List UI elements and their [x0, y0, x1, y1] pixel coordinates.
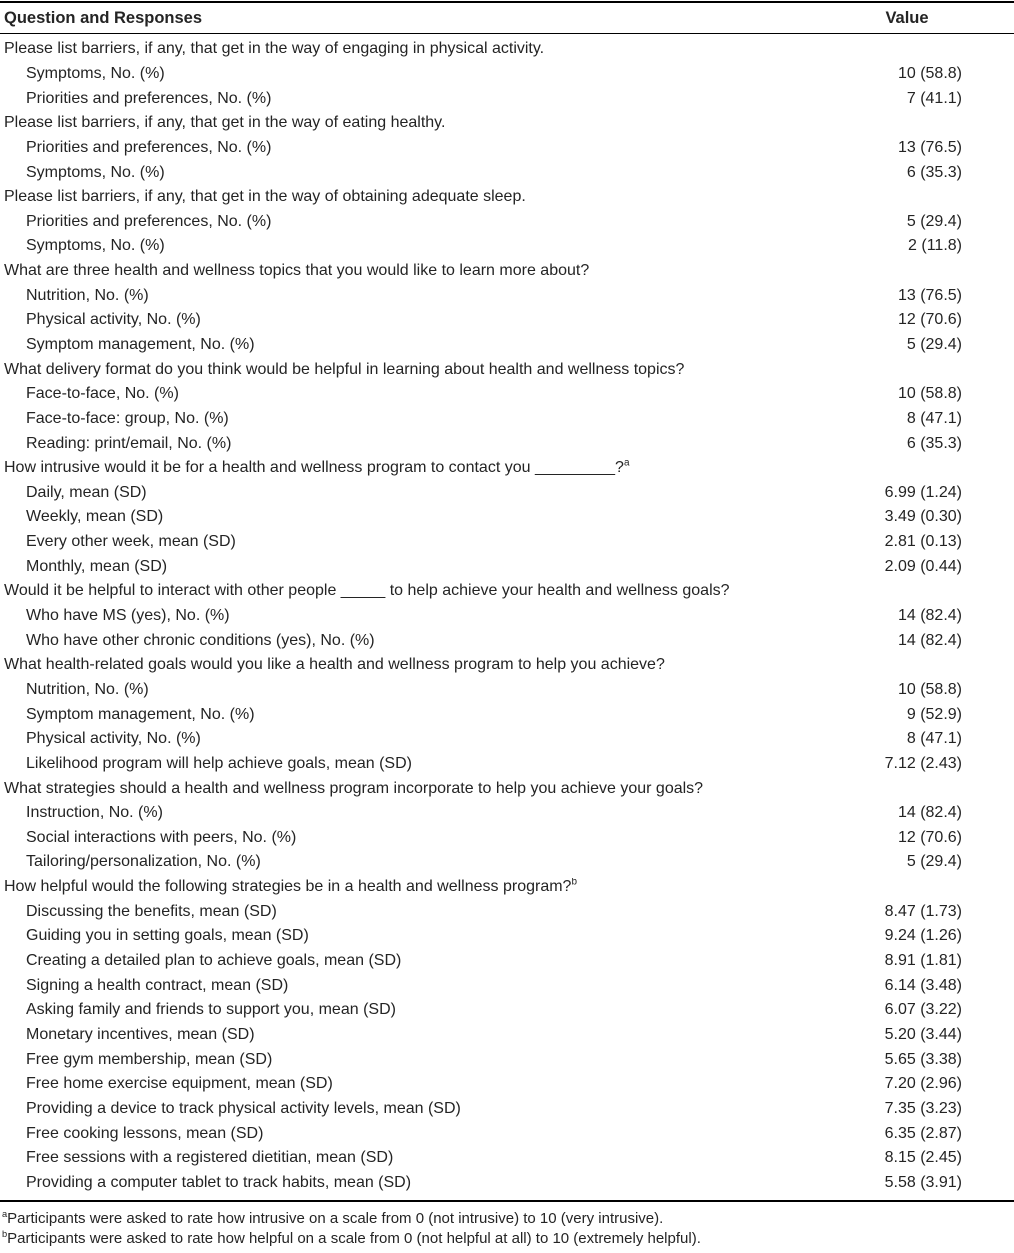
value-cell: 2.81 (0.13) [884, 533, 962, 551]
value-cell: 13 (76.5) [897, 138, 962, 156]
response-row [0, 1097, 1014, 1122]
response-label: Face-to-face, No. (%) [26, 385, 179, 403]
response-label: Nutrition, No. (%) [26, 286, 149, 304]
value-cell: 9 (52.9) [906, 705, 962, 723]
response-label: Monetary incentives, mean (SD) [26, 1025, 255, 1043]
response-label: Providing a computer tablet to track habits, mean (SD) [26, 1173, 412, 1191]
value-cell: 6.35 (2.87) [884, 1124, 962, 1142]
value-cell: 8.91 (1.81) [884, 952, 962, 970]
question-text: How helpful would the following strategies be in a health and wellness program?$^b$ [4, 878, 577, 896]
footnote-b-marker: b [2, 1229, 8, 1240]
question-row [0, 357, 1014, 382]
footnote-reference-marker: b [571, 878, 577, 888]
response-label: Signing a health contract, mean (SD) [26, 976, 289, 994]
value-cell: 10 (58.8) [897, 385, 962, 403]
response-row [0, 554, 1014, 579]
question-row [0, 579, 1014, 604]
response-row [0, 136, 1014, 161]
footnote-b [2, 1229, 1014, 1249]
response-label: Every other week, mean (SD) [26, 533, 236, 551]
response-row [0, 86, 1014, 111]
response-row [0, 850, 1014, 875]
response-row [0, 1047, 1014, 1072]
response-label: Asking family and friends to support you, mean (SD) [26, 1001, 396, 1019]
response-row [0, 333, 1014, 358]
response-label: Who have MS (yes), No. (%) [26, 607, 230, 625]
response-label: Free sessions with a registered dietitian, mean (SD) [26, 1149, 394, 1167]
response-label: Free gym membership, mean (SD) [26, 1050, 273, 1068]
value-cell: 2 (11.8) [908, 237, 962, 255]
response-label: Nutrition, No. (%) [26, 680, 149, 698]
question-row [0, 185, 1014, 210]
question-text: Please list barriers, if any, that get in the way of engaging in physical activity. [4, 40, 545, 58]
value-cell: 13 (76.5) [897, 286, 962, 304]
response-label: Priorities and preferences, No. (%) [26, 212, 272, 230]
question-text: What are three health and wellness topics that you would like to learn more about? [4, 262, 590, 280]
question-row [0, 456, 1014, 481]
question-text: Please list barriers, if any, that get in the way of obtaining adequate sleep. [4, 188, 526, 206]
response-label: Guiding you in setting goals, mean (SD) [26, 927, 309, 945]
value-cell: 5 (29.4) [906, 336, 962, 353]
response-label: Discussing the benefits, mean (SD) [26, 902, 277, 920]
response-label: Symptoms, No. (%) [26, 163, 165, 181]
header-question-column: Question and Responses [4, 8, 203, 27]
value-cell: 5.58 (3.91) [884, 1173, 962, 1191]
response-label: Creating a detailed plan to achieve goals, mean (SD) [26, 952, 402, 970]
response-label: Instruction, No. (%) [26, 804, 163, 822]
response-label: Physical activity, No. (%) [26, 730, 201, 748]
response-label: Symptoms, No. (%) [26, 237, 165, 255]
value-cell: 5 (29.4) [906, 853, 962, 871]
footnote-a-text: Participants were asked to rate how intrusive on a scale from 0 (not intrusive) to 10 (very intrusive). [7, 1210, 664, 1228]
value-cell: 6 (35.3) [906, 163, 962, 181]
value-cell: 12 (70.6) [897, 828, 962, 846]
response-label: Priorities and preferences, No. (%) [26, 89, 272, 107]
response-label: Priorities and preferences, No. (%) [26, 138, 272, 156]
value-cell: 14 (82.4) [897, 631, 962, 649]
response-row [0, 1023, 1014, 1048]
response-row [0, 702, 1014, 727]
value-cell: 10 (58.8) [897, 64, 962, 82]
value-cell: 10 (58.8) [897, 680, 962, 698]
response-label: Likelihood program will help achieve goals, mean (SD) [26, 754, 412, 772]
response-label: Tailoring/personalization, No. (%) [26, 853, 261, 871]
response-row [0, 505, 1014, 530]
response-row [0, 234, 1014, 259]
response-row [0, 998, 1014, 1023]
value-cell: 14 (82.4) [897, 607, 962, 625]
response-row [0, 431, 1014, 456]
question-row [0, 111, 1014, 136]
response-row [0, 1170, 1014, 1195]
value-cell: 12 (70.6) [897, 311, 962, 329]
response-row [0, 628, 1014, 653]
response-row [0, 949, 1014, 974]
response-row [0, 530, 1014, 555]
value-cell: 9.24 (1.26) [884, 927, 962, 945]
response-label: Symptoms, No. (%) [26, 64, 165, 82]
question-text: What delivery format do you think would be helpful in learning about health and wellness topics? [4, 360, 685, 378]
response-label: Social interactions with peers, No. (%) [26, 828, 297, 846]
response-row [0, 801, 1014, 826]
value-cell: 14 (82.4) [897, 804, 962, 822]
response-row [0, 382, 1014, 407]
response-label: Daily, mean (SD) [26, 483, 147, 501]
response-row [0, 924, 1014, 949]
value-cell: 2.09 (0.44) [884, 557, 962, 575]
response-row [0, 752, 1014, 777]
footnote-b-text: Participants were asked to rate how helpful on a scale from 0 (not helpful at all) to 10 (extremely helpful). [7, 1230, 701, 1248]
response-row [0, 899, 1014, 924]
response-row [0, 973, 1014, 998]
response-row [0, 407, 1014, 432]
value-cell: 8.15 (2.45) [884, 1149, 962, 1167]
question-row [0, 259, 1014, 284]
response-label: Free cooking lessons, mean (SD) [26, 1124, 264, 1142]
value-cell: 7.12 (2.43) [884, 754, 962, 772]
value-cell: 7.20 (2.96) [884, 1075, 962, 1093]
question-text: Would it be helpful to interact with other people _____ to help achieve your health and wellness goals? [4, 582, 730, 600]
question-text: Please list barriers, if any, that get in the way of eating healthy. [4, 114, 446, 132]
response-label: Symptom management, No. (%) [26, 336, 255, 353]
response-row [0, 1072, 1014, 1097]
table-header-row [0, 3, 1014, 34]
response-row [0, 160, 1014, 185]
response-label: Physical activity, No. (%) [26, 311, 201, 329]
question-row [0, 653, 1014, 678]
question-text: How intrusive would it be for a health and wellness program to contact you _________?$^a$ [4, 459, 630, 477]
value-cell: 6.07 (3.22) [884, 1001, 962, 1019]
value-cell: 6 (35.3) [906, 434, 962, 452]
footnotes-section [0, 1202, 1014, 1249]
response-row [0, 678, 1014, 703]
value-cell: 8 (47.1) [906, 409, 962, 427]
value-cell: 7 (41.1) [906, 89, 962, 107]
response-label: Weekly, mean (SD) [26, 508, 164, 526]
value-cell: 5 (29.4) [906, 212, 962, 230]
response-label: Who have other chronic conditions (yes), No. (%) [26, 631, 375, 649]
value-cell: 5.20 (3.44) [884, 1025, 962, 1043]
response-label: Providing a device to track physical activity levels, mean (SD) [26, 1099, 461, 1117]
question-row [0, 776, 1014, 801]
response-row [0, 1146, 1014, 1171]
response-row [0, 481, 1014, 506]
value-cell: 6.14 (3.48) [884, 976, 962, 994]
response-row [0, 604, 1014, 629]
response-label: Face-to-face: group, No. (%) [26, 409, 229, 427]
survey-results-table [0, 1, 1014, 1202]
table-body [0, 34, 1014, 1200]
response-label: Symptom management, No. (%) [26, 705, 255, 723]
value-cell: 8 (47.1) [906, 730, 962, 748]
response-label: Free home exercise equipment, mean (SD) [26, 1075, 333, 1093]
header-value-column: Value [885, 8, 929, 27]
response-row [0, 826, 1014, 851]
footnote-reference-marker: a [623, 459, 630, 469]
value-cell: 5.65 (3.38) [884, 1050, 962, 1068]
response-row [0, 62, 1014, 87]
response-row [0, 1121, 1014, 1146]
response-row [0, 209, 1014, 234]
value-cell: 7.35 (3.23) [884, 1099, 962, 1117]
value-cell: 6.99 (1.24) [884, 483, 962, 501]
response-row [0, 727, 1014, 752]
response-row [0, 308, 1014, 333]
response-label: Reading: print/email, No. (%) [26, 434, 232, 452]
question-text: What health-related goals would you like a health and wellness program to help you achieve? [4, 656, 665, 674]
value-cell: 8.47 (1.73) [884, 902, 962, 920]
question-row [0, 875, 1014, 900]
question-row [0, 37, 1014, 62]
question-text: What strategies should a health and wellness program incorporate to help you achieve your goals? [4, 779, 704, 797]
footnote-a [2, 1209, 1014, 1229]
response-row [0, 283, 1014, 308]
value-cell: 3.49 (0.30) [884, 508, 962, 526]
footnote-a-marker: a [2, 1209, 8, 1220]
response-label: Monthly, mean (SD) [26, 557, 168, 575]
